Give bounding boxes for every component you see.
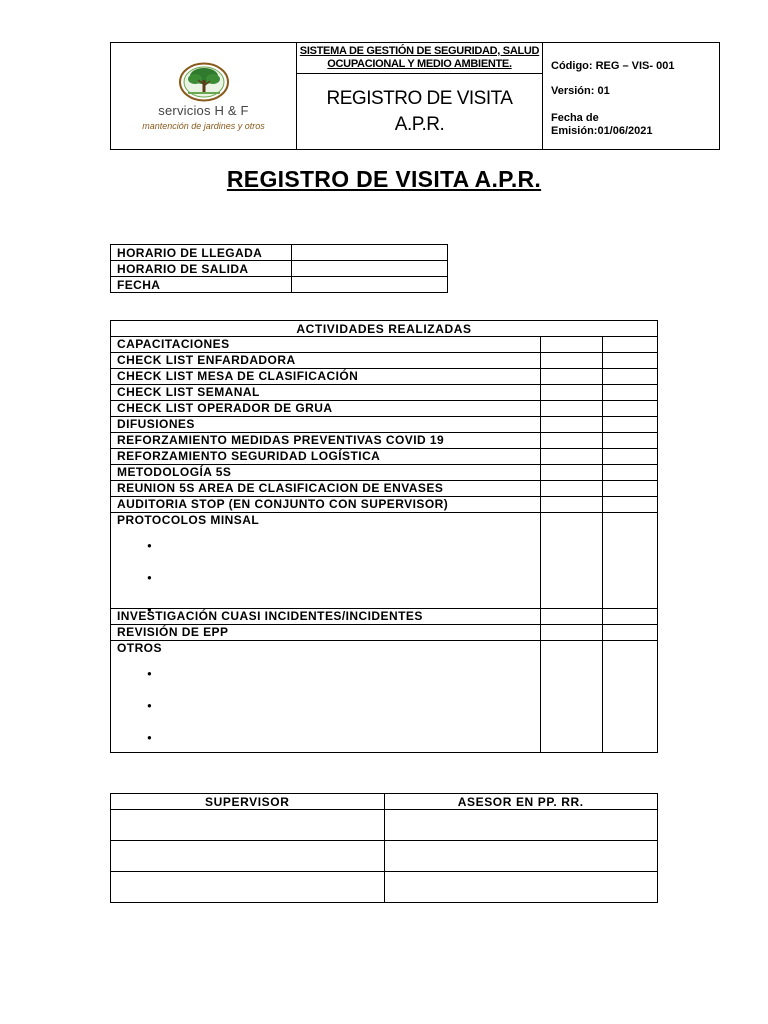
page-title: REGISTRO DE VISITA A.P.R.	[226, 166, 542, 192]
activity-check-cell[interactable]	[541, 641, 603, 753]
date-field[interactable]	[292, 277, 448, 293]
activity-notes-cell[interactable]	[603, 433, 658, 449]
supervisor-header: SUPERVISOR	[111, 794, 385, 810]
table-row	[111, 841, 658, 872]
table-row	[111, 417, 658, 433]
activity-label: METODOLOGÍA 5S	[111, 465, 541, 481]
activity-notes-cell[interactable]	[603, 641, 658, 753]
issue-date-value: Emisión:01/06/2021	[551, 125, 653, 137]
activity-notes-cell[interactable]	[603, 417, 658, 433]
advisor-field[interactable]	[384, 810, 658, 841]
activity-notes-cell[interactable]	[603, 401, 658, 417]
activity-check-cell[interactable]	[541, 449, 603, 465]
activity-label: AUDITORIA STOP (EN CONJUNTO CON SUPERVISOR)	[111, 497, 541, 513]
register-title	[297, 74, 543, 150]
bullet-item[interactable]	[139, 720, 540, 752]
activity-label: REFORZAMIENTO SEGURIDAD LOGÍSTICA	[111, 449, 541, 465]
company-tagline: mantención de jardines y otros	[142, 120, 265, 131]
activity-notes-cell[interactable]	[603, 625, 658, 641]
system-title	[297, 43, 543, 74]
bullet-item[interactable]	[139, 528, 540, 560]
table-row	[111, 497, 658, 513]
time-table	[110, 244, 448, 293]
activity-notes-cell[interactable]	[603, 497, 658, 513]
table-row	[111, 625, 658, 641]
activity-check-cell[interactable]	[541, 497, 603, 513]
activities-header: ACTIVIDADES REALIZADAS	[111, 321, 658, 337]
table-row	[111, 369, 658, 385]
activity-check-cell[interactable]	[541, 433, 603, 449]
table-row	[111, 810, 658, 841]
others-bullet-list	[117, 656, 540, 752]
advisor-header: ASESOR EN PP. RR.	[384, 794, 658, 810]
document-code: Código: REG – VIS- 001	[551, 60, 675, 72]
activity-check-cell[interactable]	[541, 625, 603, 641]
activity-notes-cell[interactable]	[603, 609, 658, 625]
system-title-line2: OCUPACIONAL Y MEDIO AMBIENTE.	[327, 58, 512, 70]
activity-label: REFORZAMIENTO MEDIDAS PREVENTIVAS COVID 19	[111, 433, 541, 449]
activities-table	[110, 320, 658, 753]
register-title-line1: REGISTRO DE VISITA	[326, 87, 513, 109]
table-row	[111, 641, 658, 753]
activity-notes-cell[interactable]	[603, 481, 658, 497]
date-label: FECHA	[111, 277, 292, 293]
protocols-bullet-list	[117, 528, 540, 608]
protocols-cell	[111, 513, 541, 609]
activity-notes-cell[interactable]	[603, 353, 658, 369]
document-control-cell	[543, 43, 720, 150]
activity-check-cell[interactable]	[541, 385, 603, 401]
table-row	[111, 872, 658, 903]
table-row	[111, 513, 658, 609]
activity-check-cell[interactable]	[541, 401, 603, 417]
document-version: Versión: 01	[551, 85, 610, 97]
tree-logo-icon	[178, 62, 230, 102]
activity-label: DIFUSIONES	[111, 417, 541, 433]
arrival-time-field[interactable]	[292, 245, 448, 261]
protocols-label: PROTOCOLOS MINSAL	[117, 513, 260, 527]
activity-label: REUNION 5S AREA DE CLASIFICACION DE ENVASES	[111, 481, 541, 497]
departure-time-field[interactable]	[292, 261, 448, 277]
arrival-time-label: HORARIO DE LLEGADA	[111, 245, 292, 261]
departure-time-label: HORARIO DE SALIDA	[111, 261, 292, 277]
bullet-item[interactable]	[139, 688, 540, 720]
activity-check-cell[interactable]	[541, 417, 603, 433]
bullet-item[interactable]	[139, 560, 540, 592]
activity-label: REVISIÓN DE EPP	[111, 625, 541, 641]
others-label: OTROS	[117, 641, 162, 655]
activity-notes-cell[interactable]	[603, 513, 658, 609]
table-row	[111, 353, 658, 369]
activity-check-cell[interactable]	[541, 369, 603, 385]
activity-label: CHECK LIST SEMANAL	[111, 385, 541, 401]
issue-date-label: Fecha de	[551, 112, 599, 124]
signature-table	[110, 793, 658, 903]
supervisor-field[interactable]	[111, 841, 385, 872]
bullet-item[interactable]	[139, 592, 540, 608]
activity-notes-cell[interactable]	[603, 449, 658, 465]
activity-label: CAPACITACIONES	[111, 337, 541, 353]
company-name: servicios H & F	[158, 102, 249, 118]
activity-check-cell[interactable]	[541, 609, 603, 625]
document-header	[110, 42, 720, 150]
table-row	[111, 277, 448, 293]
table-row	[111, 385, 658, 401]
advisor-field[interactable]	[384, 872, 658, 903]
activity-check-cell[interactable]	[541, 481, 603, 497]
activity-notes-cell[interactable]	[603, 385, 658, 401]
activity-check-cell[interactable]	[541, 465, 603, 481]
table-row	[111, 465, 658, 481]
activity-label: CHECK LIST MESA DE CLASIFICACIÓN	[111, 369, 541, 385]
table-row	[111, 245, 448, 261]
table-row	[111, 609, 658, 625]
activity-notes-cell[interactable]	[603, 369, 658, 385]
register-title-line2: A.P.R.	[394, 113, 445, 135]
activity-label: CHECK LIST ENFARDADORA	[111, 353, 541, 369]
supervisor-field[interactable]	[111, 872, 385, 903]
bullet-item[interactable]	[139, 656, 540, 688]
activity-check-cell[interactable]	[541, 353, 603, 369]
activity-check-cell[interactable]	[541, 337, 603, 353]
company-logo	[111, 62, 296, 131]
activity-notes-cell[interactable]	[603, 465, 658, 481]
logo-cell	[111, 43, 297, 150]
activity-label: CHECK LIST OPERADOR DE GRUA	[111, 401, 541, 417]
table-row	[111, 433, 658, 449]
table-row	[111, 449, 658, 465]
activity-notes-cell[interactable]	[603, 337, 658, 353]
system-title-line1: SISTEMA DE GESTIÓN DE SEGURIDAD, SALUD	[299, 45, 540, 57]
advisor-field[interactable]	[384, 841, 658, 872]
supervisor-field[interactable]	[111, 810, 385, 841]
table-row	[111, 261, 448, 277]
table-row	[111, 401, 658, 417]
activity-label: INVESTIGACIÓN CUASI INCIDENTES/INCIDENTES	[111, 609, 541, 625]
table-row	[111, 481, 658, 497]
activity-check-cell[interactable]	[541, 513, 603, 609]
table-row	[111, 337, 658, 353]
others-cell	[111, 641, 541, 753]
